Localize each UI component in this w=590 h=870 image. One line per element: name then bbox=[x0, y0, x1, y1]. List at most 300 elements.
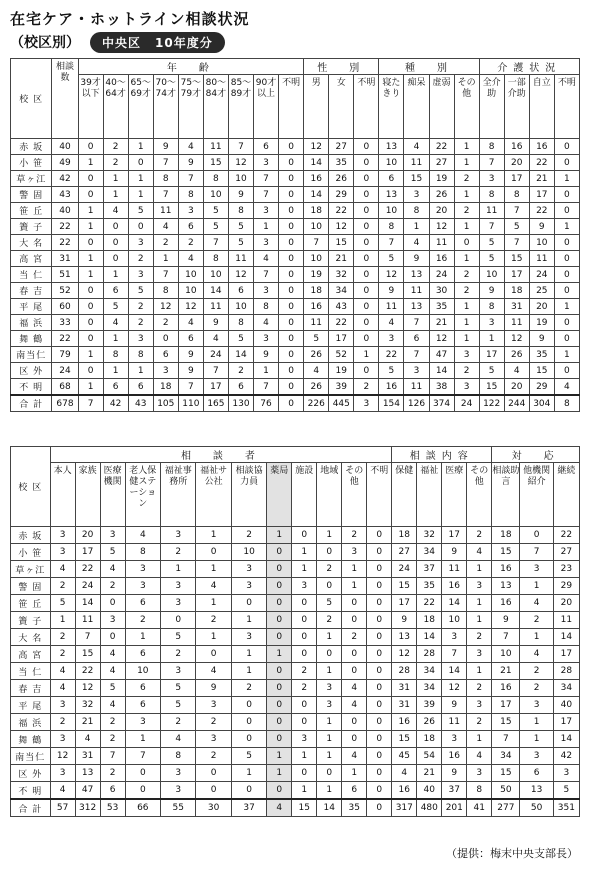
cell-value: 13 bbox=[379, 187, 404, 203]
content-col-header: 医療 bbox=[442, 463, 467, 527]
cell-value: 11 bbox=[304, 315, 329, 331]
cell-value: 7 bbox=[504, 203, 529, 219]
cell-value: 4 bbox=[404, 235, 429, 251]
cell-value: 0 bbox=[354, 139, 379, 155]
table-row bbox=[11, 219, 580, 235]
cell-value: 19 bbox=[529, 315, 554, 331]
cell-value: 24 bbox=[454, 395, 479, 412]
cell-value: 5 bbox=[128, 203, 153, 219]
cell-value: 9 bbox=[254, 347, 279, 363]
school-district-name: 小 笹 bbox=[11, 155, 52, 171]
cell-value: 21 bbox=[492, 663, 520, 680]
cell-value: 32 bbox=[417, 527, 442, 544]
cell-value: 4 bbox=[467, 748, 492, 765]
cell-value: 11 bbox=[479, 203, 504, 219]
cell-value: 6 bbox=[125, 646, 160, 663]
cell-value: 9 bbox=[228, 187, 253, 203]
cell-value: 14 bbox=[228, 347, 253, 363]
cell-value: 40 bbox=[553, 697, 579, 714]
cell-value: 31 bbox=[392, 697, 417, 714]
cell-value: 0 bbox=[367, 714, 392, 731]
cell-value: 9 bbox=[392, 612, 417, 629]
cell-value: 0 bbox=[367, 544, 392, 561]
cell-value: 40 bbox=[417, 782, 442, 800]
cell-value: 0 bbox=[354, 267, 379, 283]
cell-value: 9 bbox=[178, 155, 203, 171]
cell-value: 3 bbox=[317, 697, 342, 714]
cell-value: 17 bbox=[75, 544, 100, 561]
cell-value: 12 bbox=[153, 299, 178, 315]
cell-value: 1 bbox=[267, 646, 292, 663]
cell-value: 31 bbox=[504, 299, 529, 315]
cell-value: 0 bbox=[78, 299, 103, 315]
cell-value: 3 bbox=[379, 331, 404, 347]
cell-value: 3 bbox=[254, 331, 279, 347]
cell-value: 0 bbox=[279, 283, 304, 299]
school-district-name: 春 吉 bbox=[11, 283, 52, 299]
cell-value: 19 bbox=[329, 363, 354, 379]
response-group-header: 対 応 bbox=[492, 447, 580, 463]
cell-value: 2 bbox=[196, 612, 231, 629]
area-year-badge bbox=[90, 32, 225, 53]
cell-value: 0 bbox=[267, 782, 292, 800]
cell-value: 4 bbox=[267, 799, 292, 817]
cell-value: 12 bbox=[50, 748, 75, 765]
cell-value: 55 bbox=[161, 799, 196, 817]
cell-value: 22 bbox=[75, 663, 100, 680]
cell-value: 3 bbox=[467, 765, 492, 782]
cell-value: 4 bbox=[50, 561, 75, 578]
table-row bbox=[11, 714, 580, 731]
cell-value: 8 bbox=[479, 187, 504, 203]
cell-value: 4 bbox=[196, 578, 231, 595]
cell-value: 1 bbox=[125, 731, 160, 748]
cell-value: 2 bbox=[128, 251, 153, 267]
subtitle: （校区別） bbox=[10, 35, 80, 51]
cell-value: 42 bbox=[553, 748, 579, 765]
cell-value: 0 bbox=[354, 235, 379, 251]
cell-value: 3 bbox=[254, 235, 279, 251]
cell-value: 17 bbox=[553, 714, 579, 731]
cell-value: 17 bbox=[492, 697, 520, 714]
cell-value: 445 bbox=[329, 395, 354, 412]
cell-value: 24 bbox=[392, 561, 417, 578]
cell-value: 0 bbox=[231, 782, 266, 800]
cell-value: 3 bbox=[454, 379, 479, 396]
cell-value: 16 bbox=[392, 714, 417, 731]
cell-value: 2 bbox=[467, 527, 492, 544]
cell-value: 10 bbox=[304, 219, 329, 235]
cell-value: 0 bbox=[267, 680, 292, 697]
care-col-header: 自立 bbox=[529, 75, 554, 139]
cell-value: 21 bbox=[529, 171, 554, 187]
cell-value: 42 bbox=[103, 395, 128, 412]
cell-value: 43 bbox=[329, 299, 354, 315]
cell-value: 13 bbox=[404, 299, 429, 315]
cell-value: 52 bbox=[329, 347, 354, 363]
cell-value: 0 bbox=[354, 331, 379, 347]
table-row bbox=[11, 139, 580, 155]
cell-value: 0 bbox=[279, 171, 304, 187]
cell-value: 5 bbox=[103, 299, 128, 315]
cell-value: 2 bbox=[292, 663, 317, 680]
cell-value: 26 bbox=[504, 347, 529, 363]
care-col-header: 不明 bbox=[554, 75, 579, 139]
cell-value: 18 bbox=[304, 203, 329, 219]
cell-value: 12 bbox=[329, 219, 354, 235]
cell-value: 11 bbox=[404, 283, 429, 299]
cell-value: 4 bbox=[50, 680, 75, 697]
cell-value: 0 bbox=[292, 612, 317, 629]
cell-value: 7 bbox=[442, 646, 467, 663]
cell-value: 1 bbox=[292, 561, 317, 578]
cell-value: 0 bbox=[78, 315, 103, 331]
table-row bbox=[11, 561, 580, 578]
cell-value: 11 bbox=[404, 155, 429, 171]
cell-value: 31 bbox=[392, 680, 417, 697]
cell-value: 26 bbox=[429, 187, 454, 203]
cell-value: 3 bbox=[125, 714, 160, 731]
cell-value: 0 bbox=[292, 765, 317, 782]
table-row bbox=[11, 629, 580, 646]
cell-value: 15 bbox=[479, 379, 504, 396]
cell-value: 12 bbox=[442, 680, 467, 697]
cell-value: 47 bbox=[429, 347, 454, 363]
cell-value: 4 bbox=[100, 663, 125, 680]
table-row bbox=[11, 171, 580, 187]
cell-value: 17 bbox=[553, 646, 579, 663]
cell-value: 201 bbox=[442, 799, 467, 817]
cell-value: 20 bbox=[553, 595, 579, 612]
cell-value: 15 bbox=[492, 544, 520, 561]
cell-value: 130 bbox=[228, 395, 253, 412]
cell-value: 3 bbox=[520, 697, 553, 714]
age-col-header: 85〜89才 bbox=[228, 75, 253, 139]
cell-value: 3 bbox=[553, 765, 579, 782]
cell-value: 34 bbox=[417, 544, 442, 561]
cell-value: 0 bbox=[128, 219, 153, 235]
cell-value: 0 bbox=[125, 765, 160, 782]
cell-value: 10 bbox=[492, 646, 520, 663]
cell-value: 0 bbox=[103, 219, 128, 235]
cell-value: 12 bbox=[392, 646, 417, 663]
cell-value: 0 bbox=[367, 782, 392, 800]
cell-value: 7 bbox=[254, 171, 279, 187]
cell-value: 15 bbox=[492, 714, 520, 731]
cell-value: 4 bbox=[178, 139, 203, 155]
table-row bbox=[11, 748, 580, 765]
cell-value: 3 bbox=[231, 629, 266, 646]
badge-area: 中央区 bbox=[102, 35, 142, 50]
cell-value: 3 bbox=[161, 578, 196, 595]
age-col-header: 不明 bbox=[279, 75, 304, 139]
cell-value: 0 bbox=[354, 315, 379, 331]
cell-value: 0 bbox=[196, 544, 231, 561]
cell-value: 3 bbox=[128, 267, 153, 283]
cell-value: 4 bbox=[100, 697, 125, 714]
cell-value: 8 bbox=[504, 187, 529, 203]
cell-value: 22 bbox=[417, 595, 442, 612]
cell-value: 12 bbox=[379, 267, 404, 283]
cell-value: 18 bbox=[492, 527, 520, 544]
cell-value: 5 bbox=[228, 235, 253, 251]
sex-col-header: 女 bbox=[329, 75, 354, 139]
cell-value: 14 bbox=[429, 363, 454, 379]
cell-value: 3 bbox=[354, 395, 379, 412]
cell-value: 7 bbox=[228, 139, 253, 155]
cell-value: 4 bbox=[153, 219, 178, 235]
cell-value: 0 bbox=[78, 139, 103, 155]
cell-value: 12 bbox=[178, 299, 203, 315]
cell-value: 10 bbox=[442, 612, 467, 629]
cell-value: 3 bbox=[50, 544, 75, 561]
cell-value: 1 bbox=[231, 612, 266, 629]
cell-value: 0 bbox=[520, 527, 553, 544]
table-row bbox=[11, 544, 580, 561]
cell-value: 42 bbox=[52, 171, 78, 187]
cell-value: 10 bbox=[479, 267, 504, 283]
cell-value: 16 bbox=[442, 748, 467, 765]
cell-value: 1 bbox=[128, 187, 153, 203]
cell-value: 17 bbox=[442, 527, 467, 544]
cell-value: 2 bbox=[467, 629, 492, 646]
cell-value: 5 bbox=[161, 697, 196, 714]
cell-value: 1 bbox=[103, 331, 128, 347]
credit-note: （提供：梅末中央支部長） bbox=[446, 847, 578, 860]
cell-value: 9 bbox=[442, 544, 467, 561]
table-row bbox=[11, 379, 580, 396]
cell-value: 27 bbox=[329, 139, 354, 155]
cell-value: 6 bbox=[103, 379, 128, 396]
cell-value: 13 bbox=[520, 782, 553, 800]
cell-value: 2 bbox=[196, 714, 231, 731]
badge-year: 10年度分 bbox=[155, 35, 213, 50]
cell-value: 3 bbox=[520, 748, 553, 765]
cell-value: 26 bbox=[304, 379, 329, 396]
cell-value: 3 bbox=[254, 155, 279, 171]
cell-value: 154 bbox=[379, 395, 404, 412]
cell-value: 1 bbox=[78, 347, 103, 363]
cell-value: 9 bbox=[479, 283, 504, 299]
cell-value: 8 bbox=[203, 171, 228, 187]
cell-value: 1 bbox=[125, 629, 160, 646]
table-row bbox=[11, 283, 580, 299]
cell-value: 0 bbox=[267, 731, 292, 748]
cell-value: 39 bbox=[417, 697, 442, 714]
cell-value: 16 bbox=[392, 782, 417, 800]
cell-value: 1 bbox=[554, 171, 579, 187]
cell-value: 2 bbox=[467, 714, 492, 731]
cell-value: 0 bbox=[279, 203, 304, 219]
cell-value: 27 bbox=[392, 544, 417, 561]
cell-value: 0 bbox=[267, 595, 292, 612]
school-district-name: 合 計 bbox=[11, 395, 52, 412]
cell-value: 12 bbox=[304, 139, 329, 155]
cell-value: 1 bbox=[467, 561, 492, 578]
cell-value: 1 bbox=[267, 748, 292, 765]
school-district-name: 大 名 bbox=[11, 235, 52, 251]
cell-value: 0 bbox=[354, 363, 379, 379]
cell-value: 50 bbox=[492, 782, 520, 800]
cell-value: 3 bbox=[292, 578, 317, 595]
cell-value: 14 bbox=[317, 799, 342, 817]
table-row bbox=[11, 187, 580, 203]
cell-value: 15 bbox=[292, 799, 317, 817]
cell-value: 2 bbox=[520, 663, 553, 680]
cell-value: 0 bbox=[554, 139, 579, 155]
cell-value: 2 bbox=[231, 527, 266, 544]
cell-value: 0 bbox=[279, 219, 304, 235]
cell-value: 24 bbox=[429, 267, 454, 283]
cell-value: 3 bbox=[161, 595, 196, 612]
cell-value: 0 bbox=[267, 578, 292, 595]
cell-value: 16 bbox=[492, 595, 520, 612]
cell-value: 0 bbox=[367, 680, 392, 697]
table-row bbox=[11, 203, 580, 219]
cell-value: 1 bbox=[317, 527, 342, 544]
cell-value: 3 bbox=[196, 731, 231, 748]
cell-value: 1 bbox=[231, 765, 266, 782]
cell-value: 8 bbox=[153, 283, 178, 299]
cell-value: 11 bbox=[504, 315, 529, 331]
cell-value: 29 bbox=[529, 379, 554, 396]
care-col-header: 一部介助 bbox=[504, 75, 529, 139]
cell-value: 0 bbox=[78, 187, 103, 203]
cell-value: 312 bbox=[75, 799, 100, 817]
consulter-col-header: 地域 bbox=[317, 463, 342, 527]
cell-value: 0 bbox=[317, 765, 342, 782]
cell-value: 0 bbox=[354, 187, 379, 203]
cell-value: 2 bbox=[100, 731, 125, 748]
cell-value: 1 bbox=[231, 663, 266, 680]
cell-value: 9 bbox=[529, 219, 554, 235]
school-district-name: 福 浜 bbox=[11, 714, 51, 731]
cell-value: 3 bbox=[442, 629, 467, 646]
cell-value: 1 bbox=[317, 731, 342, 748]
cell-value: 2 bbox=[100, 578, 125, 595]
cell-value: 8 bbox=[254, 299, 279, 315]
cell-value: 10 bbox=[529, 235, 554, 251]
cell-value: 3 bbox=[128, 331, 153, 347]
cell-value: 2 bbox=[196, 748, 231, 765]
cell-value: 1 bbox=[254, 363, 279, 379]
cell-value: 32 bbox=[75, 697, 100, 714]
cell-value: 0 bbox=[554, 235, 579, 251]
cell-value: 1 bbox=[103, 363, 128, 379]
kind-col-header: その他 bbox=[454, 75, 479, 139]
cell-value: 1 bbox=[317, 748, 342, 765]
cell-value: 6 bbox=[228, 379, 253, 396]
cell-value: 10 bbox=[178, 283, 203, 299]
cell-value: 16 bbox=[492, 561, 520, 578]
cell-value: 2 bbox=[520, 680, 553, 697]
cell-value: 1 bbox=[254, 219, 279, 235]
consulter-col-header: 不明 bbox=[367, 463, 392, 527]
cell-value: 4 bbox=[178, 315, 203, 331]
cell-value: 8 bbox=[404, 203, 429, 219]
cell-value: 22 bbox=[379, 347, 404, 363]
cell-value: 1 bbox=[404, 219, 429, 235]
cell-value: 110 bbox=[178, 395, 203, 412]
cell-value: 7 bbox=[153, 155, 178, 171]
consulter-col-header: 老人保健ステーション bbox=[125, 463, 160, 527]
cell-value: 0 bbox=[196, 646, 231, 663]
cell-value: 17 bbox=[529, 187, 554, 203]
cell-value: 480 bbox=[417, 799, 442, 817]
cell-value: 2 bbox=[454, 267, 479, 283]
cell-value: 12 bbox=[429, 219, 454, 235]
cell-value: 3 bbox=[128, 235, 153, 251]
kind-group-header: 種 別 bbox=[379, 59, 479, 75]
cell-value: 0 bbox=[279, 347, 304, 363]
cell-value: 1 bbox=[342, 578, 367, 595]
cell-value: 37 bbox=[442, 782, 467, 800]
cell-value: 22 bbox=[52, 331, 78, 347]
cell-value: 22 bbox=[52, 219, 78, 235]
school-district-name: 高 宮 bbox=[11, 251, 52, 267]
cell-value: 9 bbox=[404, 251, 429, 267]
cell-value: 26 bbox=[417, 714, 442, 731]
cell-value: 5 bbox=[304, 331, 329, 347]
cell-value: 7 bbox=[254, 379, 279, 396]
consulter-col-header: 薬局 bbox=[267, 463, 292, 527]
cell-value: 15 bbox=[392, 578, 417, 595]
cell-value: 8 bbox=[103, 347, 128, 363]
cell-value: 0 bbox=[153, 331, 178, 347]
cell-value: 6 bbox=[100, 782, 125, 800]
cell-value: 4 bbox=[342, 680, 367, 697]
cell-value: 28 bbox=[392, 663, 417, 680]
cell-value: 0 bbox=[279, 315, 304, 331]
cell-value: 0 bbox=[279, 251, 304, 267]
cell-value: 9 bbox=[203, 315, 228, 331]
cell-value: 3 bbox=[153, 363, 178, 379]
cell-value: 0 bbox=[367, 629, 392, 646]
sex-group-header: 性 別 bbox=[304, 59, 379, 75]
cell-value: 14 bbox=[304, 187, 329, 203]
table-row bbox=[11, 267, 580, 283]
consulter-col-header: 家族 bbox=[75, 463, 100, 527]
cell-value: 66 bbox=[125, 799, 160, 817]
cell-value: 6 bbox=[254, 139, 279, 155]
cell-value: 32 bbox=[329, 267, 354, 283]
cell-value: 24 bbox=[52, 363, 78, 379]
cell-value: 0 bbox=[231, 595, 266, 612]
response-col-header: 他機関紹介 bbox=[520, 463, 553, 527]
cell-value: 20 bbox=[429, 203, 454, 219]
cell-value: 14 bbox=[442, 663, 467, 680]
school-district-name: 当 仁 bbox=[11, 663, 51, 680]
cell-value: 1 bbox=[196, 527, 231, 544]
cell-value: 60 bbox=[52, 299, 78, 315]
table-row bbox=[11, 782, 580, 800]
cell-value: 1 bbox=[292, 748, 317, 765]
cell-value: 3 bbox=[50, 527, 75, 544]
cell-value: 1 bbox=[317, 629, 342, 646]
school-district-name: 不 明 bbox=[11, 379, 52, 396]
cell-value: 0 bbox=[267, 663, 292, 680]
cell-value: 0 bbox=[354, 203, 379, 219]
cell-value: 40 bbox=[52, 139, 78, 155]
cell-value: 12 bbox=[228, 267, 253, 283]
cell-value: 1 bbox=[161, 561, 196, 578]
cell-value: 40 bbox=[52, 203, 78, 219]
cell-value: 1 bbox=[317, 714, 342, 731]
cell-value: 13 bbox=[392, 629, 417, 646]
cell-value: 3 bbox=[342, 544, 367, 561]
cell-value: 0 bbox=[279, 155, 304, 171]
cell-value: 17 bbox=[392, 595, 417, 612]
